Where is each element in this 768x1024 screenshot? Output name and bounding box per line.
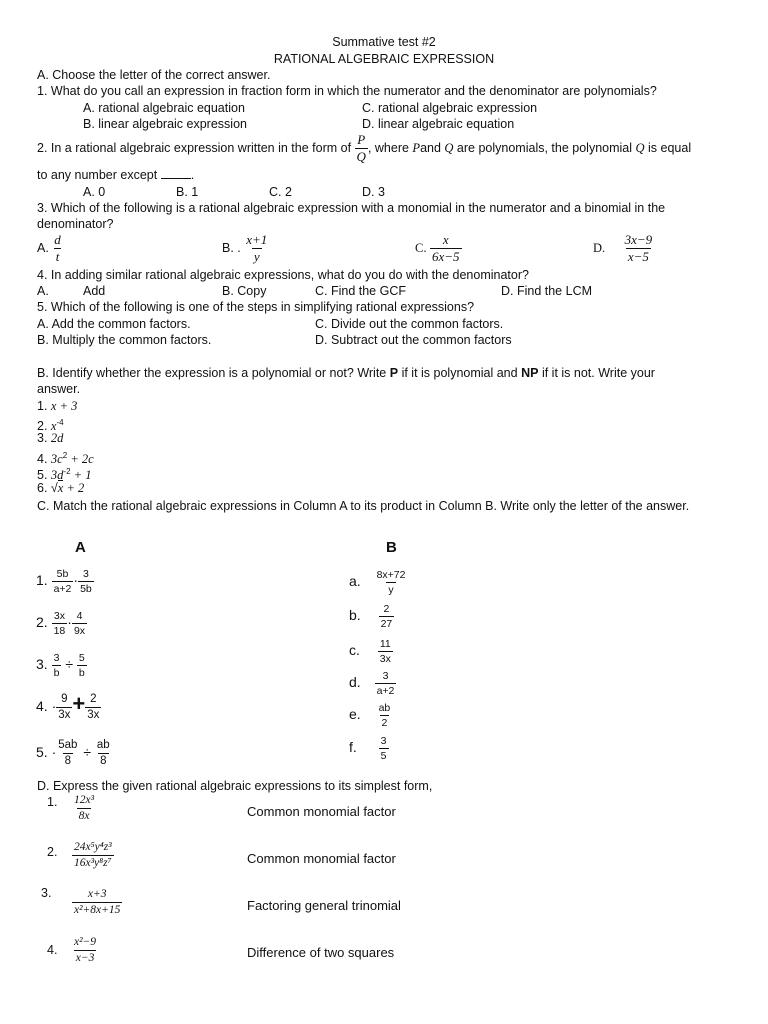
q2-frac-den: Q xyxy=(356,149,366,164)
fraction-2 xyxy=(72,610,87,637)
question-1: 1. What do you call an expression in fraction form in which the numerator and the denominator are polynomials? xyxy=(37,84,657,98)
item-letter: b. xyxy=(349,607,361,624)
part-d-item-4-fraction xyxy=(72,936,98,965)
column-b-item-c xyxy=(349,638,393,665)
q2-stem-pre: 2. In a rational algebraic expression written in the form of xyxy=(37,140,352,155)
operator: · xyxy=(73,572,79,589)
item-number: 1. xyxy=(36,572,48,589)
leading-dot: · xyxy=(51,744,57,761)
part-b-bold-p: P xyxy=(389,366,399,380)
answer-fraction xyxy=(379,603,395,630)
item-number: 6. xyxy=(37,481,48,495)
part-d-item-2-method: Common monomial factor xyxy=(247,851,396,866)
item-rest: + 1 xyxy=(70,468,92,483)
q3-b-fraction xyxy=(244,233,269,264)
frac-num: 24x⁵y⁴z³ xyxy=(74,841,112,853)
part-b-bold-np: NP xyxy=(521,366,539,380)
column-a-item-3 xyxy=(36,652,87,679)
frac-den: 5 xyxy=(380,750,387,762)
q5-option-c: C. Divide out the common factors. xyxy=(315,317,504,331)
fraction-2 xyxy=(77,652,87,679)
fraction-1 xyxy=(56,693,72,722)
frac-num: 3 xyxy=(53,652,60,664)
fraction-2 xyxy=(78,568,94,595)
frac-den: x−3 xyxy=(75,952,95,964)
item-number: 2. xyxy=(37,419,48,434)
frac-num: 3x xyxy=(53,610,65,622)
operator: + xyxy=(72,691,86,717)
q3-option-b xyxy=(222,233,269,264)
frac-den: 3x xyxy=(379,653,391,665)
item-radicand: x xyxy=(57,481,64,495)
item-exponent: -2 xyxy=(63,467,71,476)
part-d-item-3-method: Factoring general trinomial xyxy=(247,898,401,913)
item-number: 3. xyxy=(36,656,48,673)
frac-den: a+2 xyxy=(376,685,395,697)
part-b-instr-pre: B. Identify whether the expression is a polynomial or not? Write xyxy=(37,366,387,380)
q3-c-num: x xyxy=(442,232,449,247)
fraction-2 xyxy=(95,739,112,768)
q3-c-label: C. xyxy=(415,240,427,255)
item-letter: f. xyxy=(349,739,357,756)
frac-num: 3 xyxy=(382,670,389,682)
operator: ÷ xyxy=(83,744,92,761)
column-a-item-5 xyxy=(36,739,112,768)
q3-b-label: B. . xyxy=(222,240,241,255)
item-base: 3c xyxy=(50,452,63,467)
q3-c-den: 6x−5 xyxy=(431,249,460,264)
item-letter: d. xyxy=(349,674,361,691)
item-number: 4. xyxy=(36,698,48,715)
q2-frac-num: P xyxy=(357,132,366,147)
frac-den: 9x xyxy=(73,625,86,637)
question-3-line2: denominator? xyxy=(37,217,114,231)
frac-num: 11 xyxy=(379,638,391,650)
q2-stem-mid1: , where xyxy=(367,140,409,155)
column-b-item-b xyxy=(349,603,394,630)
q3-d-fraction xyxy=(623,233,655,264)
column-b-item-e xyxy=(349,702,392,729)
item-exponent: 2 xyxy=(62,451,68,460)
q2-option-d: D. 3 xyxy=(362,185,385,199)
column-b-item-f xyxy=(349,735,389,762)
item-number: 4. xyxy=(37,452,48,467)
frac-num: x+3 xyxy=(87,888,107,900)
frac-num: 12x³ xyxy=(74,794,95,806)
item-letter: c. xyxy=(349,642,360,659)
item-number: 2. xyxy=(36,614,48,631)
column-a-item-2 xyxy=(36,610,87,637)
q5-option-a: A. Add the common factors. xyxy=(37,317,191,331)
q2-option-b: B. 1 xyxy=(176,185,199,199)
frac-num: 5 xyxy=(78,652,85,664)
q4-option-b: B. Copy xyxy=(222,284,267,298)
q1-option-d: D. linear algebraic equation xyxy=(362,117,515,131)
part-b-item-6 xyxy=(37,481,84,496)
item-number: 1. xyxy=(37,399,48,413)
answer-fraction xyxy=(375,569,408,596)
part-d-item-4-method: Difference of two squares xyxy=(247,945,395,960)
test-subtitle: RATIONAL ALGEBRAIC EXPRESSION xyxy=(273,52,495,66)
q1-option-b: B. linear algebraic expression xyxy=(83,117,247,131)
item-expression: 2d xyxy=(50,431,64,445)
frac-num: 5b xyxy=(56,568,69,580)
item-expression: x + 3 xyxy=(50,399,78,413)
item-rest: + 2c xyxy=(67,452,94,467)
answer-fraction xyxy=(379,735,389,762)
q2-var-q2: Q xyxy=(635,140,645,155)
frac-den: 5b xyxy=(80,583,92,595)
frac-den: 8 xyxy=(100,755,107,767)
frac-num: 4 xyxy=(76,610,83,622)
part-d-item-4-number: 4. xyxy=(47,943,58,957)
q3-option-a xyxy=(37,233,63,264)
frac-den: 8x xyxy=(78,810,90,822)
frac-den: 3x xyxy=(87,709,100,721)
q3-a-label: A. xyxy=(37,240,49,255)
part-c-instruction: C. Match the rational algebraic expressions in Column A to its product in Column B. Write only the letter of the answer. xyxy=(37,499,690,513)
column-b-item-a xyxy=(349,569,407,596)
q4-option-a: Add xyxy=(83,284,106,298)
item-base: x xyxy=(50,419,57,434)
fraction-1 xyxy=(56,739,79,768)
answer-blank xyxy=(161,168,191,179)
q3-d-num: 3x−9 xyxy=(624,232,653,247)
column-a-header: A xyxy=(75,539,86,556)
item-letter: a. xyxy=(349,573,361,590)
q5-option-d: D. Subtract out the common factors xyxy=(315,333,512,347)
answer-fraction xyxy=(378,638,393,665)
fraction-2 xyxy=(85,693,101,722)
q2-line2 xyxy=(37,168,194,183)
q3-a-num: d xyxy=(54,232,61,247)
q3-option-c xyxy=(415,233,462,264)
leading-dot: · xyxy=(51,698,57,715)
question-4: 4. In adding similar rational algebraic expressions, what do you do with the denominator? xyxy=(37,268,529,282)
item-number: 5. xyxy=(36,744,48,761)
radical-sign: √ xyxy=(50,481,58,495)
frac-den: y xyxy=(388,584,394,596)
q3-option-d xyxy=(593,233,654,264)
frac-den: 8 xyxy=(64,755,72,767)
frac-den: 3x xyxy=(58,709,71,721)
frac-den: 18 xyxy=(53,625,66,637)
part-a-instruction: A. Choose the letter of the correct answer. xyxy=(37,68,271,82)
operator: ÷ xyxy=(65,656,73,673)
frac-num: 3 xyxy=(82,568,89,580)
frac-num: 5ab xyxy=(58,739,78,751)
q3-a-fraction xyxy=(52,233,63,264)
q2-option-c: C. 2 xyxy=(269,185,292,199)
part-b-instr-post: if it is not. Write your xyxy=(541,366,655,380)
frac-den: b xyxy=(53,667,60,679)
item-base: 3d xyxy=(50,468,64,483)
frac-den: x²+8x+15 xyxy=(74,904,121,916)
q2-fraction xyxy=(355,133,368,164)
part-b-instruction-line2: answer. xyxy=(37,382,81,396)
answer-fraction xyxy=(377,702,393,729)
frac-den: a+2 xyxy=(53,583,72,595)
q2-stem-line2: to any number except xyxy=(37,168,158,182)
q3-b-den: y xyxy=(253,249,260,264)
q2-option-a: A. 0 xyxy=(83,185,106,199)
frac-num: x²−9 xyxy=(74,936,97,948)
q4-option-d: D. Find the LCM xyxy=(501,284,593,298)
fraction-1 xyxy=(52,568,74,595)
part-b-instruction xyxy=(37,366,655,381)
q3-c-fraction xyxy=(430,233,462,264)
frac-den: 27 xyxy=(380,618,393,630)
item-exponent: -4 xyxy=(56,418,64,427)
column-b-item-d xyxy=(349,670,396,697)
item-number: 3. xyxy=(37,431,48,445)
frac-den: 2 xyxy=(381,717,388,729)
q2-stem-end: . xyxy=(190,168,195,182)
item-number: 5. xyxy=(37,468,48,483)
q1-option-c: C. rational algebraic expression xyxy=(362,101,538,115)
part-d-item-1-method: Common monomial factor xyxy=(247,804,396,819)
q3-d-label: D. xyxy=(593,240,606,255)
q3-d-den: x−5 xyxy=(627,249,649,264)
q2-stem-post: is equal xyxy=(648,140,692,155)
q1-option-a: A. rational algebraic equation xyxy=(83,101,245,115)
frac-num: 2 xyxy=(90,693,97,705)
frac-num: ab xyxy=(378,702,391,714)
column-a-item-1 xyxy=(36,568,94,595)
part-b-item-1 xyxy=(37,399,77,414)
part-d-instruction: D. Express the given rational algebraic expressions to its simplest form, xyxy=(37,779,433,793)
q2-var-q: Q xyxy=(444,140,454,155)
part-b-instr-mid: if it is polynomial and xyxy=(401,366,518,380)
frac-num: 9 xyxy=(61,693,68,705)
answer-fraction xyxy=(375,670,397,697)
q3-a-den: t xyxy=(55,249,60,264)
q2-var-p: P xyxy=(412,140,421,155)
test-title: Summative test #2 xyxy=(332,35,436,49)
part-d-item-3-fraction xyxy=(72,888,122,917)
part-d-item-2-number: 2. xyxy=(47,845,58,859)
q3-b-num: x+1 xyxy=(246,232,268,247)
fraction-1 xyxy=(52,610,68,637)
column-b-header: B xyxy=(386,539,397,556)
frac-num: 3 xyxy=(380,735,387,747)
question-2 xyxy=(37,133,691,164)
frac-num: 2 xyxy=(383,603,390,615)
part-d-item-1-number: 1. xyxy=(47,795,58,809)
operator: · xyxy=(67,614,72,631)
frac-num: ab xyxy=(96,739,110,751)
part-d-item-3-number: 3. xyxy=(41,886,52,900)
item-rest: + 2 xyxy=(63,481,85,495)
q5-option-b: B. Multiply the common factors. xyxy=(37,333,212,347)
frac-num: 8x+72 xyxy=(376,569,406,581)
column-a-item-4 xyxy=(36,693,101,722)
part-b-item-3 xyxy=(37,431,63,446)
part-d-item-2-fraction xyxy=(72,841,114,870)
q2-stem-mid3: are polynomials, the polynomial xyxy=(456,140,633,155)
question-3-line1: 3. Which of the following is a rational algebraic expression with a monomial in the numerator and a binomial in the xyxy=(37,201,666,215)
q4-option-c: C. Find the GCF xyxy=(315,284,406,298)
item-letter: e. xyxy=(349,706,361,723)
frac-den: 16x³y⁸z⁷ xyxy=(74,857,112,869)
q4-option-a-label: A. xyxy=(37,284,49,298)
frac-den: b xyxy=(78,667,85,679)
question-5: 5. Which of the following is one of the steps in simplifying rational expressions? xyxy=(37,300,475,314)
part-d-item-1-fraction xyxy=(72,794,96,823)
q2-stem-mid2: and xyxy=(420,140,441,155)
fraction-1 xyxy=(52,652,62,679)
